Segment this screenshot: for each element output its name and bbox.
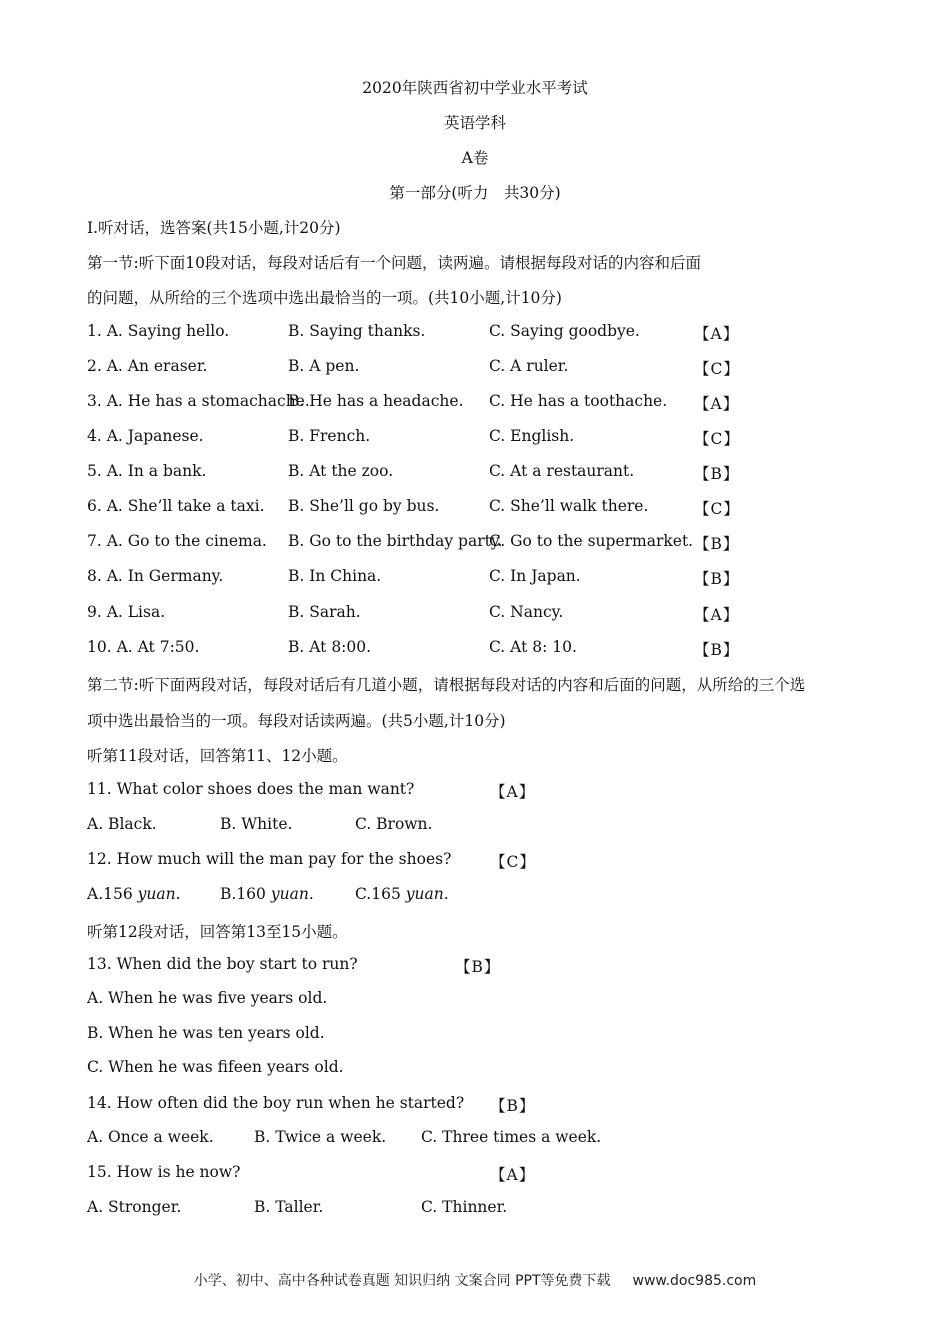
question-11-text: 11. What color shoes does the man want? [87, 780, 415, 798]
question-15-options [87, 1198, 847, 1220]
answer-key: 【A】 [694, 325, 740, 343]
answer-key: 【A】 [490, 783, 536, 801]
option-c: C. Three times a week. [421, 1128, 602, 1146]
part-title: 第一部分(听力 共30分) [389, 184, 561, 202]
option-label: B.160 [220, 885, 266, 903]
subsection2-instructions-1: 第二节:听下面两段对话，每段对话后有几道小题，请根据每段对话的内容和后面的问题，从所给的三个选 [87, 676, 806, 694]
option-a: 6. A. She’ll take a taxi. [87, 497, 265, 515]
currency-unit: yuan [405, 885, 444, 903]
option-b: B. White. [220, 815, 293, 833]
option-a: 3. A. He has a stomachache. [87, 392, 310, 410]
question-13-text: 13. When did the boy start to run? [87, 955, 358, 973]
question-row [87, 357, 847, 379]
subsection1-instructions-1: 第一节:听下面10段对话，每段对话后有一个问题，读两遍。请根据每段对话的内容和后面 [87, 254, 701, 272]
option-a: A. When he was five years old. [87, 989, 328, 1007]
dialog-11-heading: 听第11段对话，回答第11、12小题。 [87, 747, 348, 765]
answer-key: 【B】 [694, 535, 740, 553]
option-a: A. Once a week. [87, 1128, 214, 1146]
option-c: C. Brown. [355, 815, 433, 833]
question-15-text: 15. How is he now? [87, 1163, 241, 1181]
question-row [87, 462, 847, 484]
currency-unit: yuan [270, 885, 309, 903]
answer-key: 【B】 [490, 1097, 536, 1115]
answer-key: 【C】 [694, 500, 740, 518]
footer-text: 小学、初中、高中各种试卷真题 知识归纳 文案合同 PPT等免费下载 [193, 1273, 611, 1289]
question-11-options [87, 815, 847, 837]
option-b: B. When he was ten years old. [87, 1024, 325, 1042]
option-a: 10. A. At 7:50. [87, 638, 200, 656]
answer-key: 【B】 [694, 570, 740, 588]
option-a: 2. A. An eraser. [87, 357, 208, 375]
option-b: B. Taller. [254, 1198, 324, 1216]
option-a: 8. A. In Germany. [87, 567, 224, 585]
currency-unit: yuan [137, 885, 176, 903]
option-c: C. Saying goodbye. [489, 322, 640, 340]
answer-key: 【C】 [490, 853, 536, 871]
period: . [308, 885, 314, 903]
option-a: 4. A. Japanese. [87, 427, 204, 445]
section-heading: I.听对话，选答案(共15小题,计20分) [87, 219, 341, 237]
page-footer [0, 1270, 950, 1290]
option-c: C. English. [489, 427, 575, 445]
option-b: B. At 8:00. [288, 638, 372, 656]
option-c: C. At 8: 10. [489, 638, 577, 656]
option-label: C.165 [355, 885, 401, 903]
option-b: B. She’ll go by bus. [288, 497, 440, 515]
option-b: B. Saying thanks. [288, 322, 426, 340]
question-row [87, 567, 847, 589]
option-c: C. In Japan. [489, 567, 581, 585]
option-b: B. At the zoo. [288, 462, 394, 480]
option-a [87, 885, 181, 903]
option-c: C. At a restaurant. [489, 462, 635, 480]
option-b: B. In China. [288, 567, 382, 585]
option-c: C. When he was fifeen years old. [87, 1058, 344, 1076]
subsection1-instructions-2: 的问题，从所给的三个选项中选出最恰当的一项。(共10小题,计10分) [87, 289, 562, 307]
option-a: A. Black. [87, 815, 157, 833]
option-a: 9. A. Lisa. [87, 603, 166, 621]
paper-label: A卷 [461, 149, 489, 167]
question-row [87, 603, 847, 625]
option-a: 1. A. Saying hello. [87, 322, 230, 340]
question-12-options [87, 885, 847, 907]
option-a: 7. A. Go to the cinema. [87, 532, 267, 550]
answer-key: 【C】 [694, 360, 740, 378]
question-row [87, 427, 847, 449]
option-a: 5. A. In a bank. [87, 462, 207, 480]
question-row [87, 532, 847, 554]
question-14-options [87, 1128, 847, 1150]
answer-key: 【B】 [455, 958, 501, 976]
option-c: C. Nancy. [489, 603, 564, 621]
question-14-text: 14. How often did the boy run when he started? [87, 1094, 465, 1112]
option-b: B. Go to the birthday party. [288, 532, 503, 550]
subsection2-instructions-2: 项中选出最恰当的一项。每段对话读两遍。(共5小题,计10分) [87, 712, 506, 730]
answer-key: 【A】 [490, 1166, 536, 1184]
option-b: B. French. [288, 427, 371, 445]
option-c: C. A ruler. [489, 357, 569, 375]
exam-title: 2020年陕西省初中学业水平考试 [362, 79, 588, 97]
answer-key: 【A】 [694, 395, 740, 413]
answer-key: 【A】 [694, 606, 740, 624]
answer-key: 【B】 [694, 641, 740, 659]
question-row [87, 497, 847, 519]
option-c: C. He has a toothache. [489, 392, 668, 410]
dialog-12-heading: 听第12段对话，回答第13至15小题。 [87, 923, 348, 941]
period: . [443, 885, 449, 903]
option-b: B. Twice a week. [254, 1128, 387, 1146]
option-b [220, 885, 314, 903]
question-row [87, 322, 847, 344]
question-row [87, 392, 847, 414]
question-row [87, 638, 847, 660]
subject-title: 英语学科 [443, 114, 506, 132]
option-b: B. Sarah. [288, 603, 361, 621]
period: . [175, 885, 181, 903]
option-b: B. A pen. [288, 357, 360, 375]
footer-url-link[interactable]: www.doc985.com [632, 1273, 757, 1289]
option-c [355, 885, 449, 903]
answer-key: 【B】 [694, 465, 740, 483]
option-c: C. Thinner. [421, 1198, 508, 1216]
option-a: A. Stronger. [87, 1198, 182, 1216]
option-b: B. He has a headache. [288, 392, 464, 410]
answer-key: 【C】 [694, 430, 740, 448]
option-c: C. She’ll walk there. [489, 497, 649, 515]
option-label: A.156 [87, 885, 133, 903]
question-12-text: 12. How much will the man pay for the shoes? [87, 850, 452, 868]
option-c: C. Go to the supermarket. [489, 532, 694, 550]
